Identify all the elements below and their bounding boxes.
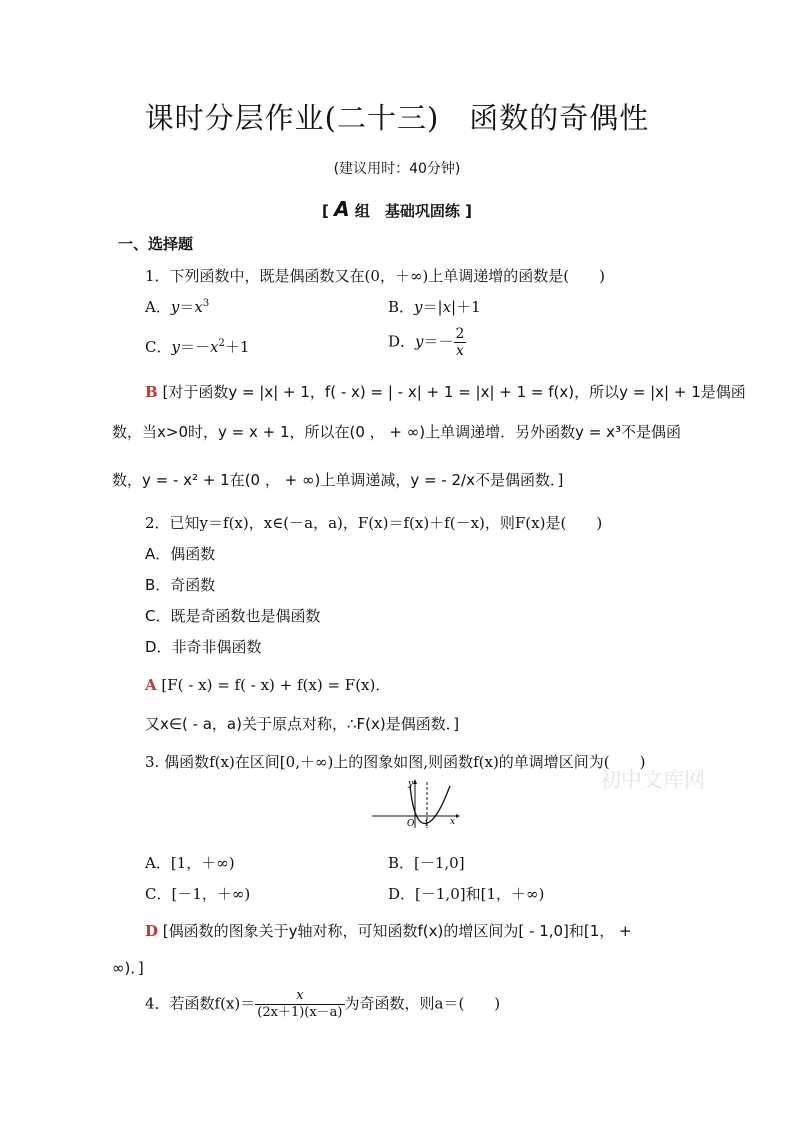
- watermark: 初中文库网: [600, 768, 705, 792]
- page-title: 课时分层作业(二十三) 函数的奇偶性: [144, 101, 650, 135]
- q3-option-d: D．[－1,0]和[1，＋∞): [388, 885, 545, 903]
- q2-option-a: A．偶函数: [145, 545, 216, 563]
- y-label: y: [408, 779, 414, 789]
- time-suggestion: (建议用时：40分钟): [333, 161, 461, 177]
- group-close-bracket: ]: [465, 202, 472, 220]
- q1-stem: 1．下列函数中，既是偶函数又在(0，＋∞)上单调递增的函数是( ): [145, 267, 605, 285]
- q3-option-b: B．[－1,0]: [388, 854, 465, 872]
- q2-option-c: C．既是奇函数也是偶函数: [145, 607, 321, 625]
- q1-analysis-line-2: 数，当x>0时，y = x + 1，所以在(0 ， + ∞)上单调递增．另外函数y = x³不是偶函: [112, 423, 681, 441]
- x-label: x: [450, 817, 456, 827]
- group-open-bracket: [: [322, 202, 329, 220]
- group-heading: [0, 197, 794, 221]
- q3-function-graph: [370, 776, 460, 830]
- q4-fraction-numerator: x: [255, 988, 344, 1005]
- q3-analysis-line-2: ∞)．]: [112, 959, 144, 977]
- group-label: 组 基础巩固练: [354, 202, 460, 220]
- q3-analysis-line-1: D [偶函数的图象关于y轴对称，可知函数f(x)的增区间为[ - 1,0]和[1， +: [145, 922, 632, 940]
- q2-answer: A: [145, 676, 157, 694]
- origin-label: O: [407, 819, 415, 829]
- q2-analysis-line-2: 又x∈( - a，a)关于原点对称，∴F(x)是偶函数．]: [145, 715, 460, 733]
- q1-analysis-line-1: B [对于函数y = |x| + 1，f( - x) = | - x| + 1 = |x| + 1 = f(x)，所以y = |x| + 1是偶函: [145, 383, 746, 401]
- q3-option-c: C．[－1，＋∞): [145, 885, 251, 903]
- q3-answer: D: [145, 922, 159, 940]
- group-letter: A: [334, 197, 350, 221]
- function-curve: [410, 786, 450, 823]
- q1-option-c: C．$y=-x^2+1$: [145, 338, 250, 356]
- q2-stem: 2．已知y＝f(x)，x∈(－a，a)，F(x)＝f(x)＋f(－x)，则F(x)是( ): [145, 514, 603, 532]
- x-axis-arrow: [456, 814, 460, 818]
- q2-option-b: B．奇函数: [145, 576, 216, 594]
- q1-answer: B: [145, 383, 158, 401]
- q3-stem: 3. 偶函数f(x)在区间[0,＋∞)上的图象如图,则函数f(x)的单调增区间为( ): [145, 753, 646, 771]
- q1-option-b: B．y＝|x|＋1: [388, 298, 481, 316]
- q3-option-a: A．[1，＋∞): [145, 854, 235, 872]
- q1-option-a: A．$y=x^3$: [145, 298, 210, 316]
- q2-option-d: D．非奇非偶函数: [145, 638, 262, 656]
- tick-one-label: 1: [424, 819, 430, 828]
- q2-analysis-line-1: A [F( - x) = f( - x) + f(x) = F(x)．: [145, 676, 391, 694]
- q1-option-d: D．y＝－ $\frac{2}{x}$: [388, 326, 465, 359]
- q4-stem: 4．若函数f(x)＝ $\frac{x}{(2x+1)(x-a)}$ 为奇函数，则a＝( ): [145, 988, 501, 1020]
- section-heading: 一、选择题: [118, 235, 194, 253]
- q4-fraction-denominator: (2x＋1)(x－a): [257, 1005, 343, 1020]
- q1-analysis-line-3: 数，y = - x² + 1在(0 ， + ∞)上单调递减，y = - 2/x不是偶函数．]: [112, 471, 564, 489]
- y-axis-arrow: [413, 779, 417, 784]
